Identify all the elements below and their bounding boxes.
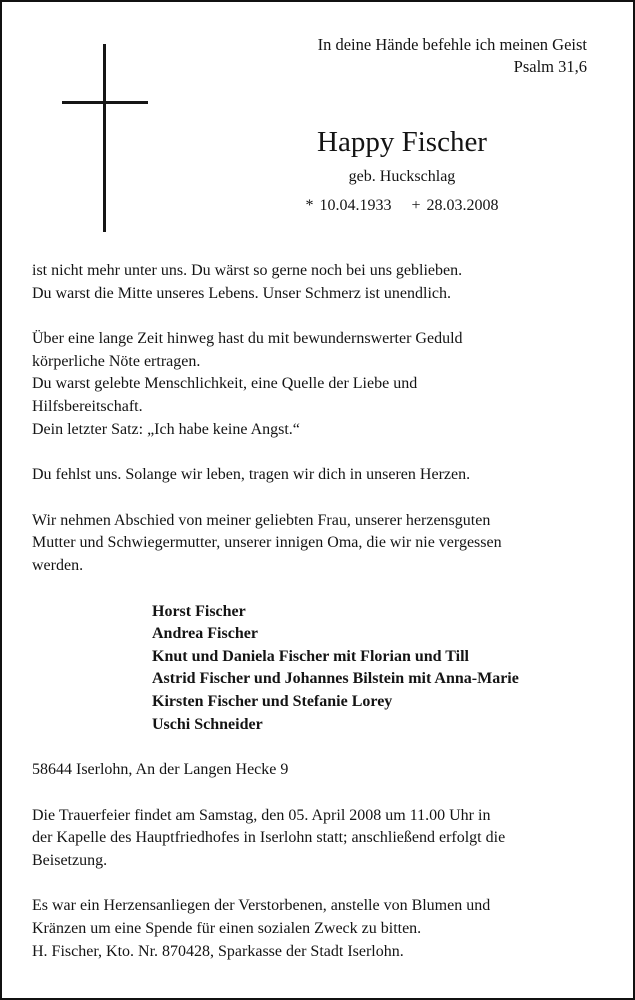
text-line: Hilfsbereitschaft. xyxy=(32,397,143,415)
birth-name: geb. Huckschlag xyxy=(348,168,456,185)
text-line: ist nicht mehr unter uns. Du wärst so gerne noch bei uns geblieben. xyxy=(32,262,463,279)
donation-info xyxy=(32,895,607,963)
paragraph-farewell xyxy=(32,510,607,578)
text-line: körperliche Nöte ertragen. xyxy=(32,352,201,370)
text-line: Du fehlst uns. Solange wir leben, tragen wir dich in unseren Herzen. xyxy=(32,466,471,484)
mourner-name: Horst Fischer xyxy=(152,602,246,620)
text-line: Du warst die Mitte unseres Lebens. Unser Schmerz ist unendlich. xyxy=(32,284,452,302)
text-line: Es war ein Herzensanliegen der Verstorbenen, anstelle von Blumen und xyxy=(32,897,491,915)
cross-icon-bar xyxy=(62,101,148,104)
funeral-info xyxy=(32,805,607,873)
mourner-name: Knut und Daniela Fischer mit Florian und Till xyxy=(152,647,469,665)
text-line: Beisetzung. xyxy=(32,851,108,869)
cross-icon xyxy=(103,44,106,232)
birth-date: * 10.04.1933 xyxy=(305,197,392,214)
text-line: werden. xyxy=(32,556,84,574)
text-line: Über eine lange Zeit hinweg hast du mit bewundernswerter Geduld xyxy=(32,330,463,348)
paragraph-intro xyxy=(32,260,607,305)
text-line: der Kapelle des Hauptfriedhofes in Iserlohn statt; anschließend erfolgt die xyxy=(32,829,506,847)
text-line: Dein letzter Satz: „Ich habe keine Angst.“ xyxy=(32,420,300,438)
paragraph-tribute xyxy=(32,328,607,441)
mourners-list xyxy=(152,601,607,737)
text-line: Mutter und Schwiegermutter, unserer innigen Oma, die wir nie vergessen xyxy=(32,534,502,552)
life-dates xyxy=(202,195,602,217)
text-line: Du warst gelebte Menschlichkeit, eine Quelle der Liebe und xyxy=(32,375,418,393)
verse-text: In deine Hände befehle ich meinen Geist xyxy=(317,35,587,54)
text-line: Wir nehmen Abschied von meiner geliebten Frau, unserer herzensguten xyxy=(32,511,491,529)
text-line: Kränzen um eine Spende für einen sozialen Zweck zu bitten. xyxy=(32,920,422,938)
paragraph-missing xyxy=(32,464,607,487)
mourner-name: Astrid Fischer und Johannes Bilstein mit Anna-Marie xyxy=(152,670,519,688)
address-line: 58644 Iserlohn, An der Langen Hecke 9 xyxy=(32,761,289,779)
notice-body xyxy=(32,260,607,986)
mourner-name: Uschi Schneider xyxy=(152,715,263,733)
text-line: H. Fischer, Kto. Nr. 870428, Sparkasse der Stadt Iserlohn. xyxy=(32,942,404,960)
deceased-name: Happy Fischer xyxy=(317,126,487,158)
mourner-name: Andrea Fischer xyxy=(152,625,258,643)
address xyxy=(32,759,607,782)
bible-verse xyxy=(318,34,587,78)
death-date: + 28.03.2008 xyxy=(411,197,499,214)
mourner-name: Kirsten Fischer und Stefanie Lorey xyxy=(152,692,393,710)
text-line: Die Trauerfeier findet am Samstag, den 05. April 2008 um 11.00 Uhr in xyxy=(32,806,491,824)
verse-reference: Psalm 31,6 xyxy=(513,57,587,76)
